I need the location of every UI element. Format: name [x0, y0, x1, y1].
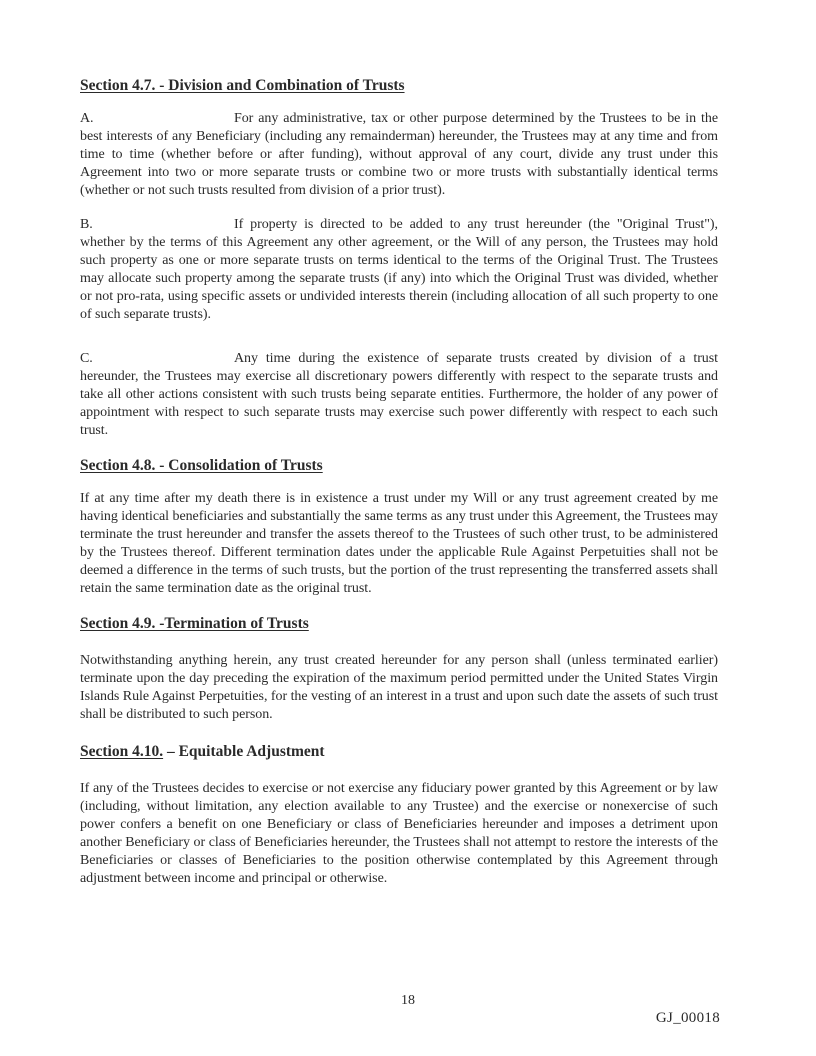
section-4-8-paragraph	[80, 490, 718, 598]
paragraph-text: Notwithstanding anything herein, any trust created hereunder for any person shall (unless terminated earlier) terminate upon the day preceding the expiration of the maximum period permitted under the United States Virgin Islands Rule Against Perpetuities, for the vesting of an interest in a trust and upon such date the assets of such trust shall be distributed to such person.	[80, 653, 718, 722]
bates-number: GJ_00018	[655, 1010, 720, 1026]
section-4-7-paragraph-a: A. For any administrative, tax or other purpose determined by the Trustees to be in the best interests of any Beneficiary (including any remainderman) hereunder, the Trustees may at any time and from time to time (whether before or after funding), without approval of any court, divide any trust under this Agreement into two or more separate trusts or combine two or more trusts with substantially identical terms (whether or not such trusts resulted from division of a prior trust).	[80, 111, 718, 198]
section-4-9-heading: Section 4.9. -Termination of Trusts	[80, 615, 309, 632]
paragraph-text: If at any time after my death there is in existence a trust under my Will or any trust agreement created by me having identical beneficiaries and substantially the same terms as any trust under this Agreement, the Trustees may terminate the trust hereunder and transfer the assets thereof to the Trustees of such other trust, to be administered by the Trustees thereof. Different termination dates under the applicable Rule Against Perpetuities shall not be deemed a difference in the terms of such trusts, but the portion of the trust representing the transferred assets shall retain the same termination date as the original trust.	[80, 491, 718, 596]
section-4-7-paragraph-c: C. Any time during the existence of separate trusts created by division of a trust hereunder, the Trustees may exercise all discretionary powers differently with respect to the separate trusts and take all other actions consistent with such trusts being separate entities. Furthermore, the holder of any power of appointment with respect to such separate trusts may exercise such power differently with respect to each such trust.	[80, 351, 718, 438]
page-number: 18	[401, 993, 415, 1008]
document-page	[80, 76, 718, 888]
section-4-7-heading: Section 4.7. - Division and Combination of Trusts	[80, 77, 405, 94]
paragraph-text: If property is directed to be added to any trust hereunder (the "Original Trust"), whether by the terms of this Agreement any other agreement, or the Will of any person, the Trustees may hold such property as one or more separate trusts on terms identical to the terms of the Original Trust. The Trustees may allocate such property among the separate trusts (if any) into which the Original Trust was divided, whether or not pro-rata, using specific assets or undivided interests therein (including allocation of all such property to one of such separate trusts).	[80, 217, 718, 322]
section-4-9-paragraph	[80, 652, 718, 724]
section-4-7-paragraph-b: B. If property is directed to be added to any trust hereunder (the "Original Trust"), whether by the terms of this Agreement any other agreement, or the Will of any person, the Trustees may hold such property as one or more separate trusts on terms identical to the terms of the Original Trust. The Trustees may allocate such property among the separate trusts (if any) into which the Original Trust was divided, whether or not pro-rata, using specific assets or undivided interests therein (including allocation of all such property to one of such separate trusts).	[80, 217, 718, 322]
paragraph-text: Any time during the existence of separate trusts created by division of a trust hereunder, the Trustees may exercise all discretionary powers differently with respect to the separate trusts and take all other actions consistent with such trusts being separate entities. Furthermore, the holder of any power of appointment with respect to such separate trusts may exercise such power differently with respect to each such trust.	[80, 351, 718, 438]
paragraph-text: If any of the Trustees decides to exercise or not exercise any fiduciary power granted by this Agreement or by law (including, without limitation, any election available to any Trustee) and the exercise or nonexercise of such power confers a benefit on one Beneficiary or class of Beneficiaries hereunder and imposes a detriment upon another Beneficiary or class of Beneficiaries hereunder, the Trustees shall not attempt to restore the interests of the Beneficiaries or classes of Beneficiaries to the position otherwise contemplated by this Agreement through adjustment between income and principal or otherwise.	[80, 781, 718, 886]
section-4-8-heading: Section 4.8. - Consolidation of Trusts	[80, 457, 323, 474]
section-4-10-heading: Section 4.10. – Equitable Adjustment	[80, 743, 325, 760]
section-4-10-paragraph	[80, 780, 718, 888]
paragraph-text: For any administrative, tax or other purpose determined by the Trustees to be in the best interests of any Beneficiary (including any remainderman) hereunder, the Trustees may at any time and from time to time (whether before or after funding), without approval of any court, divide any trust under this Agreement into two or more separate trusts or combine two or more trusts with substantially identical terms (whether or not such trusts resulted from division of a prior trust).	[80, 111, 718, 198]
